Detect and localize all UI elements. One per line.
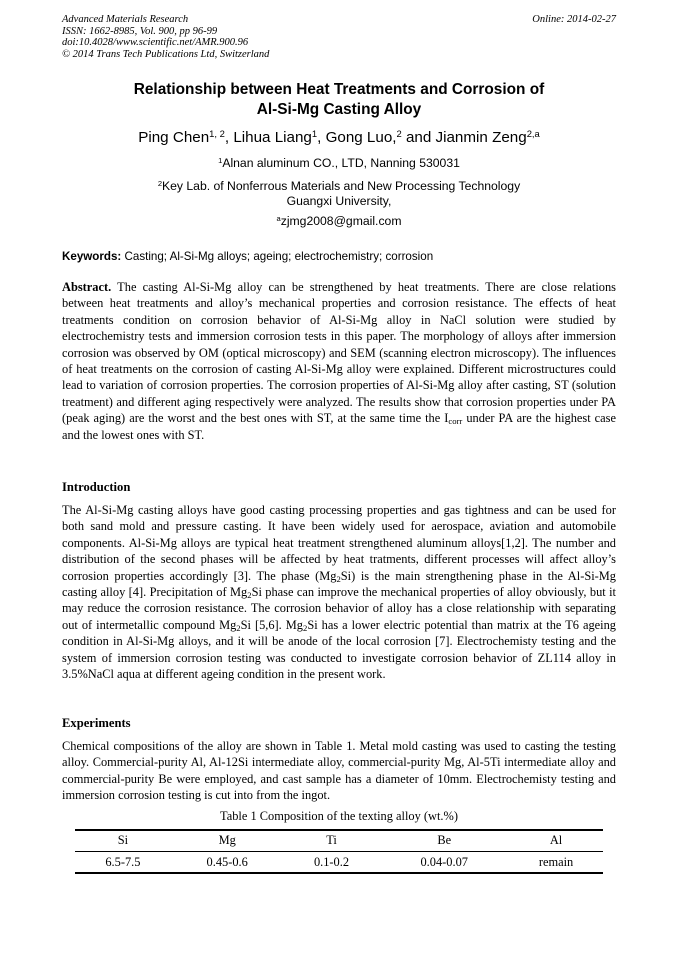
keywords xyxy=(62,250,616,264)
copyright-line: © 2014 Trans Tech Publications Ltd, Switzerland xyxy=(62,48,270,60)
author-affiliation-mark: 2,a xyxy=(526,127,540,139)
table-cell: 6.5-7.5 xyxy=(75,852,171,874)
keywords-text: Casting; Al-Si-Mg alloys; ageing; electrochemistry; corrosion xyxy=(121,250,434,263)
experiments-paragraph: Chemical compositions of the alloy are shown in Table 1. Metal mold casting was used to casting the testing alloy. Commercial-purity Al, Al-12Si intermediate alloy, commercial-purity Mg, Al-5Ti intermediate alloy and commercial-purity Be were employed, and cast sample has a diameter of 10mm. Electrochemisty testing and immersion corrosion testing is cut into from the ingot. xyxy=(62,739,616,803)
table-header-row xyxy=(75,830,603,852)
author-affiliation-mark: 1, 2 xyxy=(209,127,225,139)
column-header: Si xyxy=(75,830,171,852)
intro-text: Si [5,6]. Mg xyxy=(240,617,303,632)
issn-line: ISSN: 1662-8985, Vol. 900, pp 96-99 xyxy=(62,25,218,37)
author-email xyxy=(62,214,616,229)
intro-subscript: 2 xyxy=(247,590,252,601)
author-separator: , xyxy=(224,129,234,146)
column-header: Be xyxy=(379,830,509,852)
affiliation-mark: 1 xyxy=(218,155,223,165)
intro-subscript: 2 xyxy=(303,623,308,633)
introduction-heading: Introduction xyxy=(62,480,131,494)
affiliation-text: Alnan aluminum CO., LTD, Nanning 530031 xyxy=(222,156,460,170)
experiments-heading: Experiments xyxy=(62,716,131,730)
intro-text: The Al-Si-Mg casting alloys have good casting processing properties and gas tightness and can be used for both sand mold and pressure casting. It have been widely used for aerospace, aviation and automobile components. Al-Si-Mg alloys are typical heat treatment strengthened aluminum alloys[1,2]. The number and distribution of the second phases will be affected by heat tratments, different processes will affect alloy’s corrosion properties accordingly [3]. The phase (Mg xyxy=(62,503,616,583)
author-name: Ping Chen xyxy=(138,129,210,146)
composition-table xyxy=(75,829,603,874)
author-name: Lihua Liang xyxy=(233,129,312,146)
column-header: Al xyxy=(509,830,603,852)
intro-text: Si has a lower electric potential than matrix at the T6 ageing condition in Al-Si-Mg alloys, and it will be anode of the local corrosion [7]. Electrochemisty testing and the system of immersion corrosion testing was conducted to investigate corrosion behavior of ZL114 alloy in 3.5%NaCl aqua at different ageing condition in the present work. xyxy=(62,617,616,682)
author-list xyxy=(62,128,616,147)
table-caption: Table 1 Composition of the texting alloy (wt.%) xyxy=(220,809,458,823)
column-header: Ti xyxy=(284,830,380,852)
affiliation-mark: 2 xyxy=(157,178,163,188)
author-affiliation-mark: 2 xyxy=(396,127,402,139)
abstract-subscript: corr xyxy=(448,416,463,427)
doi-line: doi:10.4028/www.scientific.net/AMR.900.96 xyxy=(62,37,249,49)
abstract-tail: under PA are the highest case and the lowest ones with ST. xyxy=(62,411,616,442)
author-name: Jianmin Zeng xyxy=(435,129,527,146)
table-cell: 0.45-0.6 xyxy=(171,852,284,874)
abstract xyxy=(62,279,616,443)
affiliation-text-line-2: Guangxi University, xyxy=(286,193,392,208)
journal-name: Advanced Materials Research xyxy=(62,14,189,25)
paper-title xyxy=(62,80,616,119)
intro-subscript: 2 xyxy=(336,573,341,584)
affiliation-1 xyxy=(62,156,616,171)
email-text: zjmg2008@gmail.com xyxy=(280,214,402,228)
column-header: Mg xyxy=(171,830,284,852)
affiliation-2 xyxy=(62,179,616,208)
email-mark: a xyxy=(276,213,281,223)
journal-header xyxy=(62,14,269,60)
title-line-1: Relationship between Heat Treatments and Corrosion of xyxy=(133,81,545,98)
abstract-label: Abstract. xyxy=(62,280,112,294)
table-row xyxy=(75,852,603,874)
intro-text: Si) is the main strengthening phase in the Al-Si-Mg casting alloy [4]. Precipitation of Mg xyxy=(62,568,616,600)
author-separator: and xyxy=(401,129,436,146)
table-cell: 0.04-0.07 xyxy=(379,852,509,874)
intro-text: Si phase can improve the mechanical properties of alloy obviously, but it may reduce the corrosion resistance. The corrosion behavior of alloy has a close relationship with separating out of intermetallic compound Mg xyxy=(62,585,616,632)
author-affiliation-mark: 1 xyxy=(311,127,318,139)
author-separator: , xyxy=(317,129,326,146)
online-date: Online: 2014-02-27 xyxy=(532,14,616,25)
author-name: Gong Luo, xyxy=(325,129,397,146)
table-cell: remain xyxy=(509,852,603,874)
table-cell: 0.1-0.2 xyxy=(284,852,380,874)
keywords-label: Keywords: xyxy=(62,250,122,263)
affiliation-text: Key Lab. of Nonferrous Materials and New Processing Technology xyxy=(162,179,521,193)
introduction-paragraph xyxy=(62,502,616,682)
abstract-text: The casting Al-Si-Mg alloy can be strengthened by heat treatments. There are close relations between heat treatments and alloy’s mechanical properties and corrosion resistance. The effects of heat treatments condition on corrosion behavior of Al-Si-Mg alloy in NaCl solution were studied by electrochemistry tests and immersion corrosion tests in this paper. The morphology of alloys after immersion corrosion was observed by OM (optical microscopy) and SEM (scanning electron microscopy). The influences of heat treatments on the corrosion of casting Al-Si-Mg alloy were explained. Different microstructures could lead to variation of corrosion properties. The corrosion properties of Al-Si-Mg alloy after casting, ST (solution treatment) and different aging respectively were analyzed. The results show that corrosion properties under PA (peak aging) are the worst and the best ones with ST, at the same time the I xyxy=(62,280,616,426)
intro-subscript: 2 xyxy=(236,623,241,633)
title-line-2: Al-Si-Mg Casting Alloy xyxy=(256,100,422,118)
